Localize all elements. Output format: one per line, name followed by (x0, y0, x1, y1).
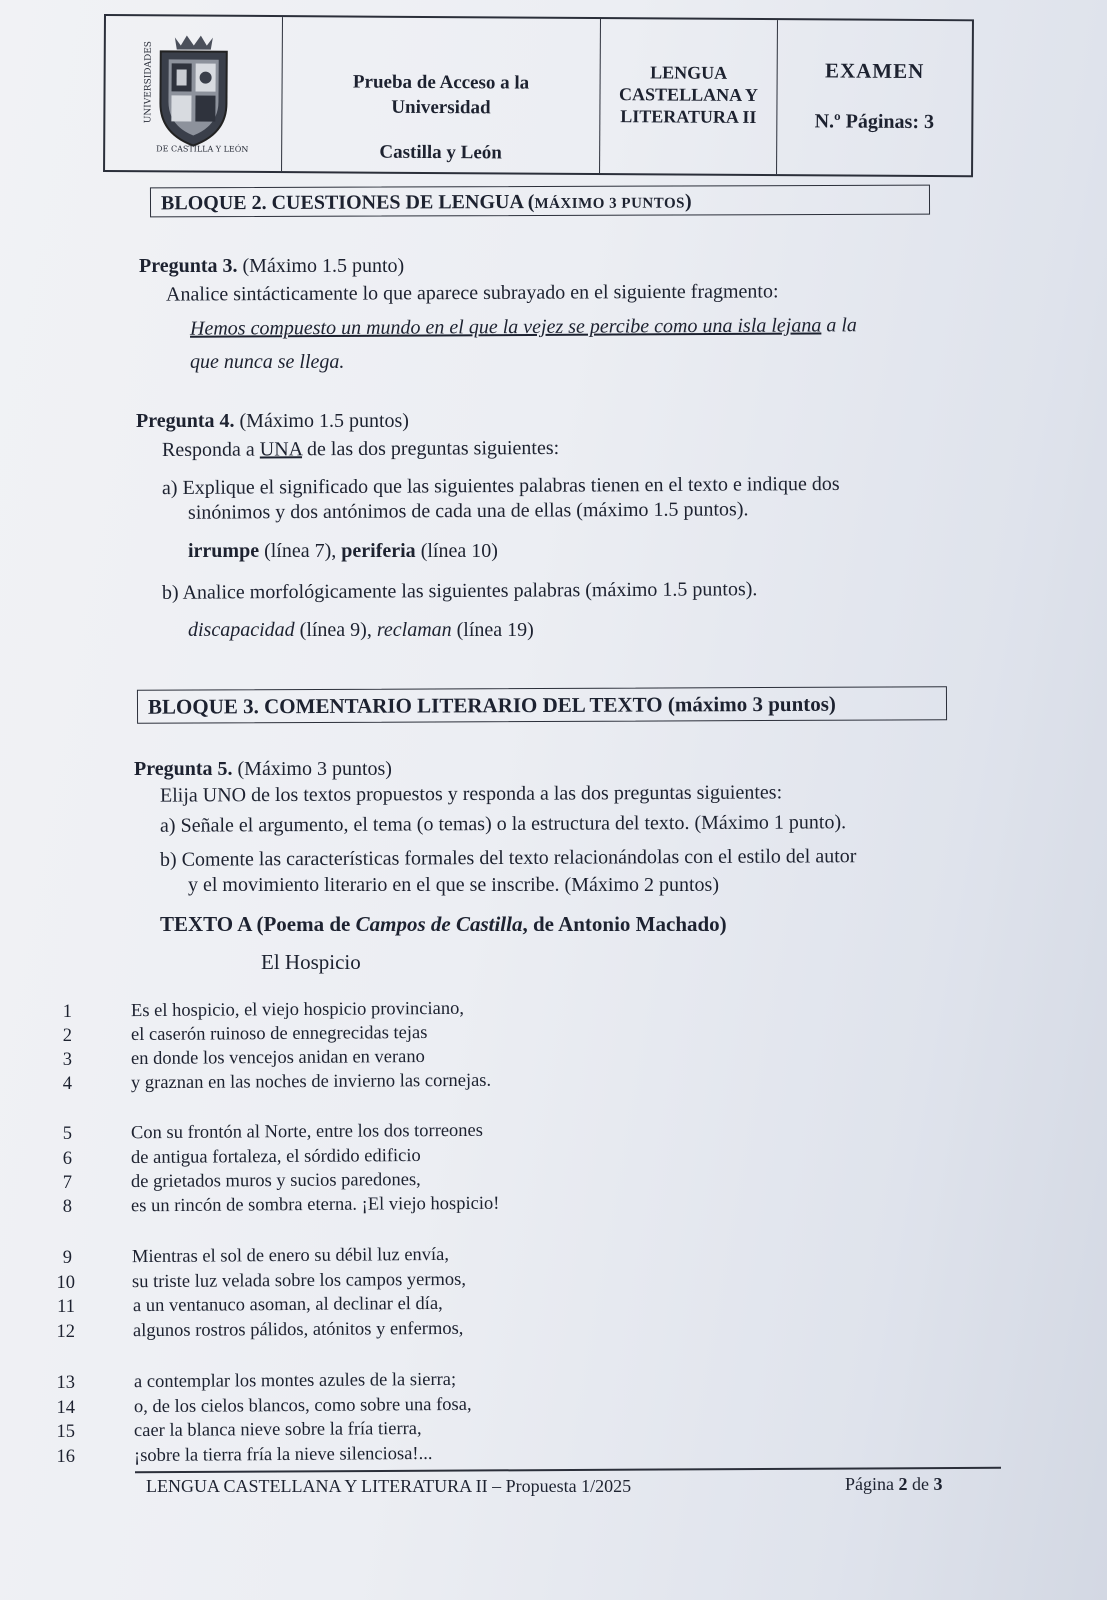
poem-line: Mientras el sol de enero su débil luz envía, (131, 1244, 450, 1268)
poem-line-number: 8 (62, 1197, 72, 1217)
poem-line: ¡sobre la tierra fría la nieve silenciosa!... (133, 1443, 433, 1467)
word-reclaman: reclaman (376, 619, 452, 641)
header-subject-cell (600, 19, 778, 174)
institution-name: Prueba de Acceso a la Universidad (352, 71, 530, 119)
footer-page-total: 3 (933, 1474, 943, 1494)
poem-line-number: 9 (62, 1248, 72, 1268)
word-periferia-ref: (línea 10) (415, 540, 498, 562)
pregunta-4-points: (Máximo 1.5 puntos) (234, 410, 409, 432)
exam-label: EXAMEN (824, 58, 925, 84)
footer-page-pre: Página (845, 1474, 899, 1494)
poem-line-number: 4 (62, 1074, 72, 1094)
pregunta-3-points: (Máximo 1.5 punto) (237, 255, 405, 277)
poem-line: Es el hospicio, el viejo hospicio provinciano, (130, 998, 464, 1022)
poem-line-number: 6 (62, 1149, 72, 1169)
pregunta-4-instr-a: Responda a (161, 438, 260, 462)
bloque-2-title-close: ) (684, 190, 692, 213)
bloque-2-title-points: MÁXIMO 3 PUNTOS (534, 195, 686, 213)
texto-a-heading (160, 912, 727, 937)
pregunta-5-heading (134, 758, 392, 781)
texto-a-book: Campos de Castilla (355, 912, 523, 936)
footer-page (845, 1474, 943, 1495)
seal-text-left: UNIVERSIDADES (143, 40, 154, 124)
header-exam-cell (777, 20, 972, 175)
poem-line: a un ventanuco asoman, al declinar el día, (132, 1293, 443, 1317)
pregunta-4-instr-b: de las dos preguntas siguientes: (301, 436, 560, 461)
institution-region: Castilla y León (379, 141, 502, 164)
pregunta-4a-line1: a) Explique el significado que las siguientes palabras tienen en el texto e indique dos (161, 472, 840, 500)
poem-line: y graznan en las noches de invierno las cornejas. (130, 1070, 492, 1094)
pregunta-3-fragment-line1 (190, 314, 857, 340)
pregunta-4-heading (136, 410, 409, 433)
poem-line-number: 13 (56, 1373, 75, 1393)
header-institution-cell (282, 17, 601, 173)
poem-line-number: 14 (56, 1398, 75, 1418)
bloque-3-title: BLOQUE 3. COMENTARIO LITERARIO DEL TEXTO (máximo 3 puntos) (137, 686, 947, 724)
poem-line-number: 7 (62, 1173, 72, 1193)
poem-line-number: 12 (56, 1322, 75, 1342)
subject-name: LENGUA CASTELLANA Y LITERATURA II (619, 62, 759, 127)
pregunta-5-points: (Máximo 3 puntos) (232, 758, 392, 780)
word-discapacidad-ref: (línea 9), (294, 619, 377, 641)
pregunta-5-label: Pregunta 5. (134, 758, 233, 780)
poem-line: de grietados muros y sucios paredones, (130, 1169, 421, 1193)
page-count: N.º Páginas: 3 (814, 110, 935, 134)
university-seal-icon (138, 33, 249, 154)
header-logo-cell (105, 16, 283, 171)
pregunta-5b-line2: y el movimiento literario en el que se inscribe. (Máximo 2 puntos) (188, 874, 719, 896)
pregunta-3-heading (139, 255, 404, 278)
poem-title: El Hospicio (261, 950, 361, 974)
word-reclaman-ref: (línea 19) (451, 619, 534, 641)
poem-line: es un rincón de sombra eterna. ¡El viejo hospicio! (130, 1193, 500, 1217)
bloque-2-title (150, 185, 930, 218)
poem-line: a contemplar los montes azules de la sierra; (133, 1369, 457, 1393)
poem-line: caer la blanca nieve sobre la fría tierra, (133, 1418, 422, 1442)
pregunta-3-fragment-line2: que nunca se llega. (190, 351, 345, 373)
poem-line: en donde los vencejos anidan en verano (130, 1046, 425, 1070)
word-irrumpe: irrumpe (188, 540, 260, 562)
poem-line-number: 5 (62, 1124, 72, 1144)
poem-line: el caserón ruinoso de ennegrecidas tejas (130, 1022, 428, 1046)
poem-line-number: 11 (57, 1297, 75, 1317)
pregunta-3-fragment-rest: a la (821, 314, 857, 337)
word-discapacidad: discapacidad (188, 619, 295, 641)
poem-line-number: 1 (62, 1002, 72, 1022)
pregunta-4-label: Pregunta 4. (136, 410, 235, 432)
poem-line-number: 10 (56, 1273, 75, 1293)
word-irrumpe-ref: (línea 7), (259, 540, 342, 562)
poem-line-number: 2 (62, 1026, 72, 1046)
pregunta-5a: a) Señale el argumento, el tema (o temas) o la estructura del texto. (Máximo 1 punto). (159, 811, 847, 837)
pregunta-4b-line1: b) Analice morfológicamente las siguientes palabras (máximo 1.5 puntos). (161, 578, 758, 604)
poem-line: su triste luz velada sobre los campos yermos, (131, 1269, 467, 1293)
footer-page-num: 2 (898, 1474, 908, 1494)
texto-a-pre: TEXTO A (Poema de (160, 912, 356, 936)
bloque-2-title-main: BLOQUE 2. CUESTIONES DE LENGUA ( (160, 191, 535, 215)
word-periferia: periferia (341, 540, 416, 562)
poem-line-number: 16 (56, 1447, 75, 1467)
pregunta-4b-words (188, 619, 534, 642)
pregunta-4a-words (188, 540, 498, 563)
pregunta-3-instruction: Analice sintácticamente lo que aparece subrayado en el siguiente fragmento: (165, 280, 779, 306)
pregunta-4-instr-una: UNA (259, 438, 303, 461)
seal-text-bottom: DE CASTILLA Y LEÓN (156, 144, 249, 154)
poem-line: o, de los cielos blancos, como sobre una fosa, (133, 1394, 472, 1418)
pregunta-4a-line2: sinónimos y dos antónimos de cada una de ellas (máximo 1.5 puntos). (187, 498, 749, 524)
pregunta-5-instruction: Elija UNO de los textos propuestos y responda a las dos preguntas siguientes: (159, 781, 783, 807)
pregunta-3-label: Pregunta 3. (139, 255, 238, 277)
poem-line: Con su frontón al Norte, entre los dos torreones (130, 1120, 484, 1144)
poem-line-number: 15 (56, 1422, 75, 1442)
poem-line-number: 3 (62, 1050, 72, 1070)
texto-a-post: , de Antonio Machado) (522, 912, 727, 936)
footer-page-mid: de (907, 1474, 934, 1494)
footer-left: LENGUA CASTELLANA Y LITERATURA II – Propuesta 1/2025 (146, 1476, 632, 1496)
exam-header (103, 14, 974, 177)
poem-line: de antigua fortaleza, el sórdido edificio (130, 1145, 421, 1169)
pregunta-3-underlined: Hemos compuesto un mundo en el que la vejez se percibe como una isla lejana (189, 314, 822, 340)
poem-line: algunos rostros pálidos, atónitos y enfermos, (132, 1318, 464, 1342)
pregunta-5b-line1: b) Comente las características formales del texto relacionándolas con el estilo del autor (159, 845, 857, 871)
footer-rule (135, 1467, 1001, 1473)
pregunta-4-instruction (162, 437, 559, 462)
